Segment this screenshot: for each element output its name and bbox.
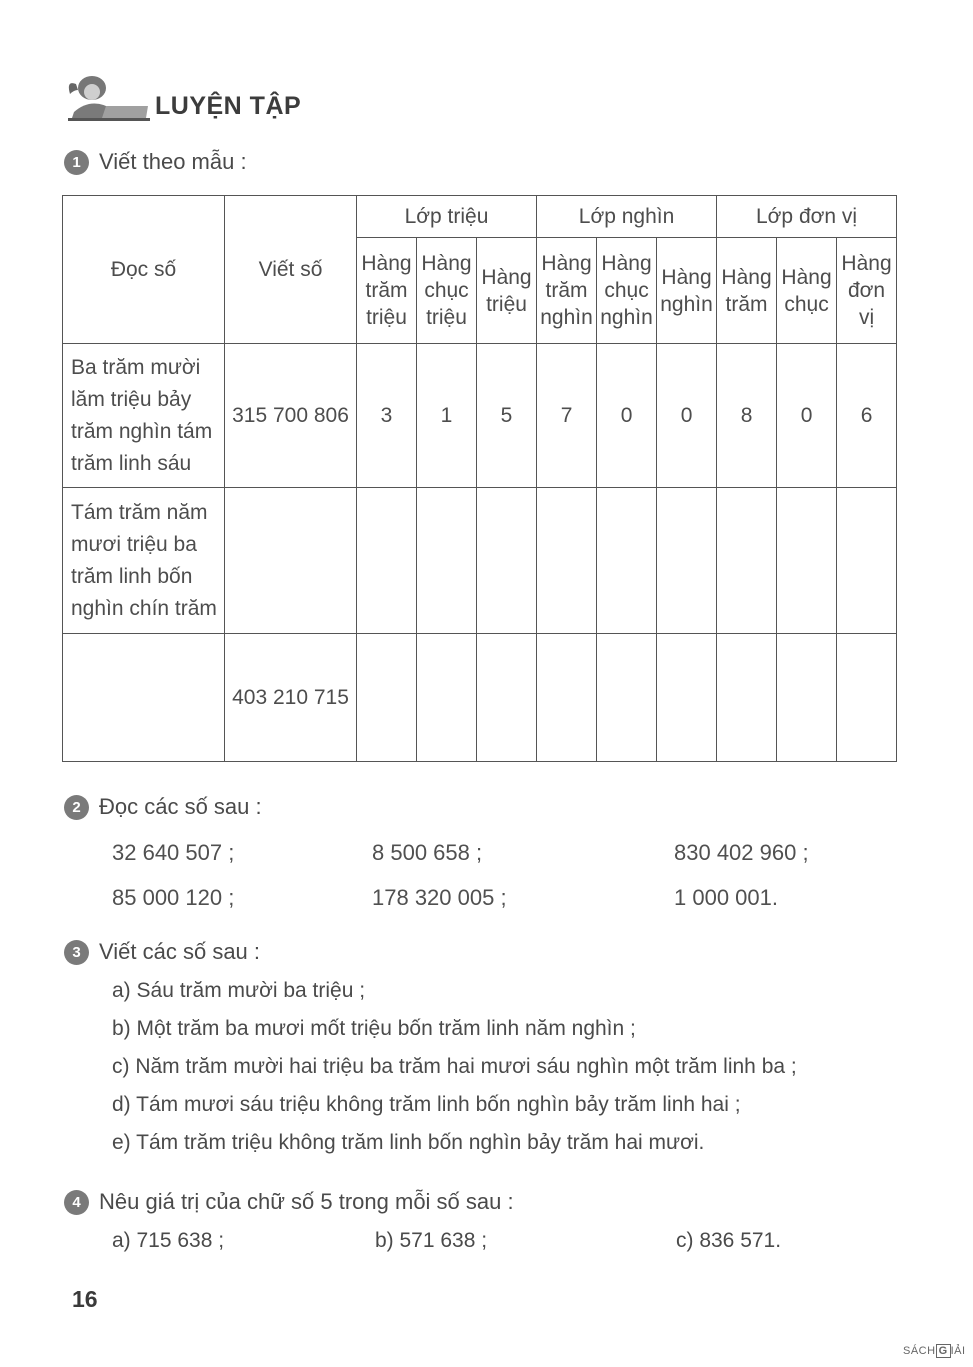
read-line: Tám trăm năm (71, 500, 208, 524)
table-row (63, 344, 897, 488)
exercise-2-title (64, 793, 262, 820)
place-header-word: triệu (486, 292, 527, 316)
place-header-1 (417, 238, 477, 344)
digit-cell (657, 634, 717, 762)
place-header-word: Hàng (661, 265, 712, 289)
table-row (63, 634, 897, 762)
read-line: trăm linh sáu (71, 451, 192, 475)
digit-cell: 0 (657, 344, 717, 488)
place-header-7 (777, 238, 837, 344)
read-line: nghìn chín trăm (71, 596, 217, 620)
digit-cell: 0 (597, 344, 657, 488)
place-header-5 (657, 238, 717, 344)
header-doc-so: Đọc số (63, 196, 225, 344)
digit-cell (837, 634, 897, 762)
exercise-4-badge: 4 (64, 1190, 89, 1215)
place-header-2 (477, 238, 537, 344)
digit-cell (597, 634, 657, 762)
digit-cell (777, 488, 837, 634)
place-header-word: đơn (847, 279, 886, 302)
ex2-number-6: 1 000 001. (674, 885, 778, 910)
write-cell: 315 700 806 (225, 344, 357, 488)
exercise-2-badge: 2 (64, 795, 89, 820)
read-cell (63, 634, 225, 762)
ex2-number-2: 8 500 658 ; (372, 840, 483, 865)
exercise-3-text: Viết các số sau : (99, 939, 261, 965)
digit-cell (417, 488, 477, 634)
digit-cell (597, 488, 657, 634)
exercise-1-text: Viết theo mẫu : (99, 149, 247, 175)
read-line: lăm triệu bảy (71, 387, 192, 411)
place-header-word: nghìn (600, 306, 653, 329)
ex3-item-a: a) Sáu trăm mười ba triệu ; (112, 979, 366, 1002)
write-cell (225, 488, 357, 634)
digit-cell (657, 488, 717, 634)
place-header-word: Hàng (421, 252, 472, 275)
read-cell (63, 344, 225, 488)
page-number: 16 (72, 1286, 98, 1312)
ex2-number-1: 32 640 507 ; (112, 840, 235, 865)
place-header-word: Hàng (781, 265, 832, 289)
place-header-word: Hàng (841, 252, 892, 275)
place-header-6 (717, 238, 777, 344)
ex4-item-b: b) 571 638 ; (375, 1229, 488, 1252)
digit-cell (357, 634, 417, 762)
place-header-word: trăm (365, 279, 408, 302)
ex2-number-5: 178 320 005 ; (372, 885, 507, 910)
place-header-word: Hàng (361, 252, 412, 275)
digit-cell (477, 488, 537, 634)
place-header-word: chục (424, 279, 469, 302)
digit-cell: 5 (477, 344, 537, 488)
digit-cell: 1 (417, 344, 477, 488)
girl-reading-icon (62, 70, 152, 130)
read-line: trăm linh bốn (71, 564, 193, 588)
exercise-3-title (64, 938, 260, 965)
place-header-word: trăm (545, 279, 588, 302)
exercise-3-badge: 3 (64, 940, 89, 965)
exercise-4-title (64, 1188, 514, 1215)
exercise-4-text: Nêu giá trị của chữ số 5 trong mỗi số sau : (99, 1189, 514, 1215)
ex2-number-4: 85 000 120 ; (112, 885, 235, 910)
place-header-word: nghìn (660, 292, 713, 316)
place-header-3 (537, 238, 597, 344)
digit-cell (477, 634, 537, 762)
section-title: LUYỆN TẬP (155, 92, 302, 120)
place-header-word: vị (858, 306, 875, 329)
place-header-word: Hàng (721, 265, 772, 289)
ex3-item-e: e) Tám trăm triệu không trăm linh bốn nghìn bảy trăm hai mươi. (112, 1131, 705, 1154)
digit-cell (357, 488, 417, 634)
read-line: Ba trăm mười (71, 355, 201, 379)
ex4-item-a: a) 715 638 ; (112, 1229, 225, 1252)
place-header-word: Hàng (481, 265, 532, 289)
watermark-logo: SÁCH G IẢI (903, 1345, 966, 1357)
ex4-item-c: c) 836 571. (676, 1229, 782, 1252)
digit-cell: 8 (717, 344, 777, 488)
place-header-4 (597, 238, 657, 344)
place-header-0 (357, 238, 417, 344)
header-class-nghin: Lớp nghìn (537, 196, 717, 238)
exercise-2-text: Đọc các số sau : (99, 794, 262, 820)
digit-cell: 6 (837, 344, 897, 488)
digit-cell (537, 488, 597, 634)
digit-cell (417, 634, 477, 762)
exercise-1-title (64, 148, 247, 175)
header-viet-so: Viết số (225, 196, 357, 344)
digit-cell (777, 634, 837, 762)
place-header-word: nghìn (540, 306, 593, 329)
digit-cell: 0 (777, 344, 837, 488)
table-row (63, 488, 897, 634)
digit-cell (717, 634, 777, 762)
header-class-trieu: Lớp triệu (357, 196, 537, 238)
digit-cell (537, 634, 597, 762)
place-header-word: triệu (366, 306, 407, 329)
ex2-number-3: 830 402 960 ; (674, 840, 809, 865)
place-header-word: Hàng (601, 252, 652, 275)
read-line: trăm nghìn tám (71, 419, 213, 443)
digit-cell (837, 488, 897, 634)
place-header-word: triệu (426, 306, 467, 329)
write-cell: 403 210 715 (225, 634, 357, 762)
digit-cell (717, 488, 777, 634)
digit-cell: 3 (357, 344, 417, 488)
ex3-item-d: d) Tám mươi sáu triệu không trăm linh bốn nghìn bảy trăm linh hai ; (112, 1093, 741, 1116)
exercise-1-badge: 1 (64, 150, 89, 175)
read-line: mươi triệu ba (71, 532, 197, 556)
header-class-don-vi: Lớp đơn vị (717, 196, 897, 238)
place-header-word: Hàng (541, 252, 592, 275)
place-value-table (62, 195, 897, 762)
ex3-item-c: c) Năm trăm mười hai triệu ba trăm hai mươi sáu nghìn một trăm linh ba ; (112, 1055, 797, 1078)
read-cell (63, 488, 225, 634)
ex3-item-b: b) Một trăm ba mươi mốt triệu bốn trăm linh năm nghìn ; (112, 1017, 636, 1040)
place-header-word: trăm (725, 292, 768, 316)
place-header-8 (837, 238, 897, 344)
digit-cell: 7 (537, 344, 597, 488)
place-header-word: chục (784, 292, 829, 316)
place-header-word: chục (604, 279, 649, 302)
